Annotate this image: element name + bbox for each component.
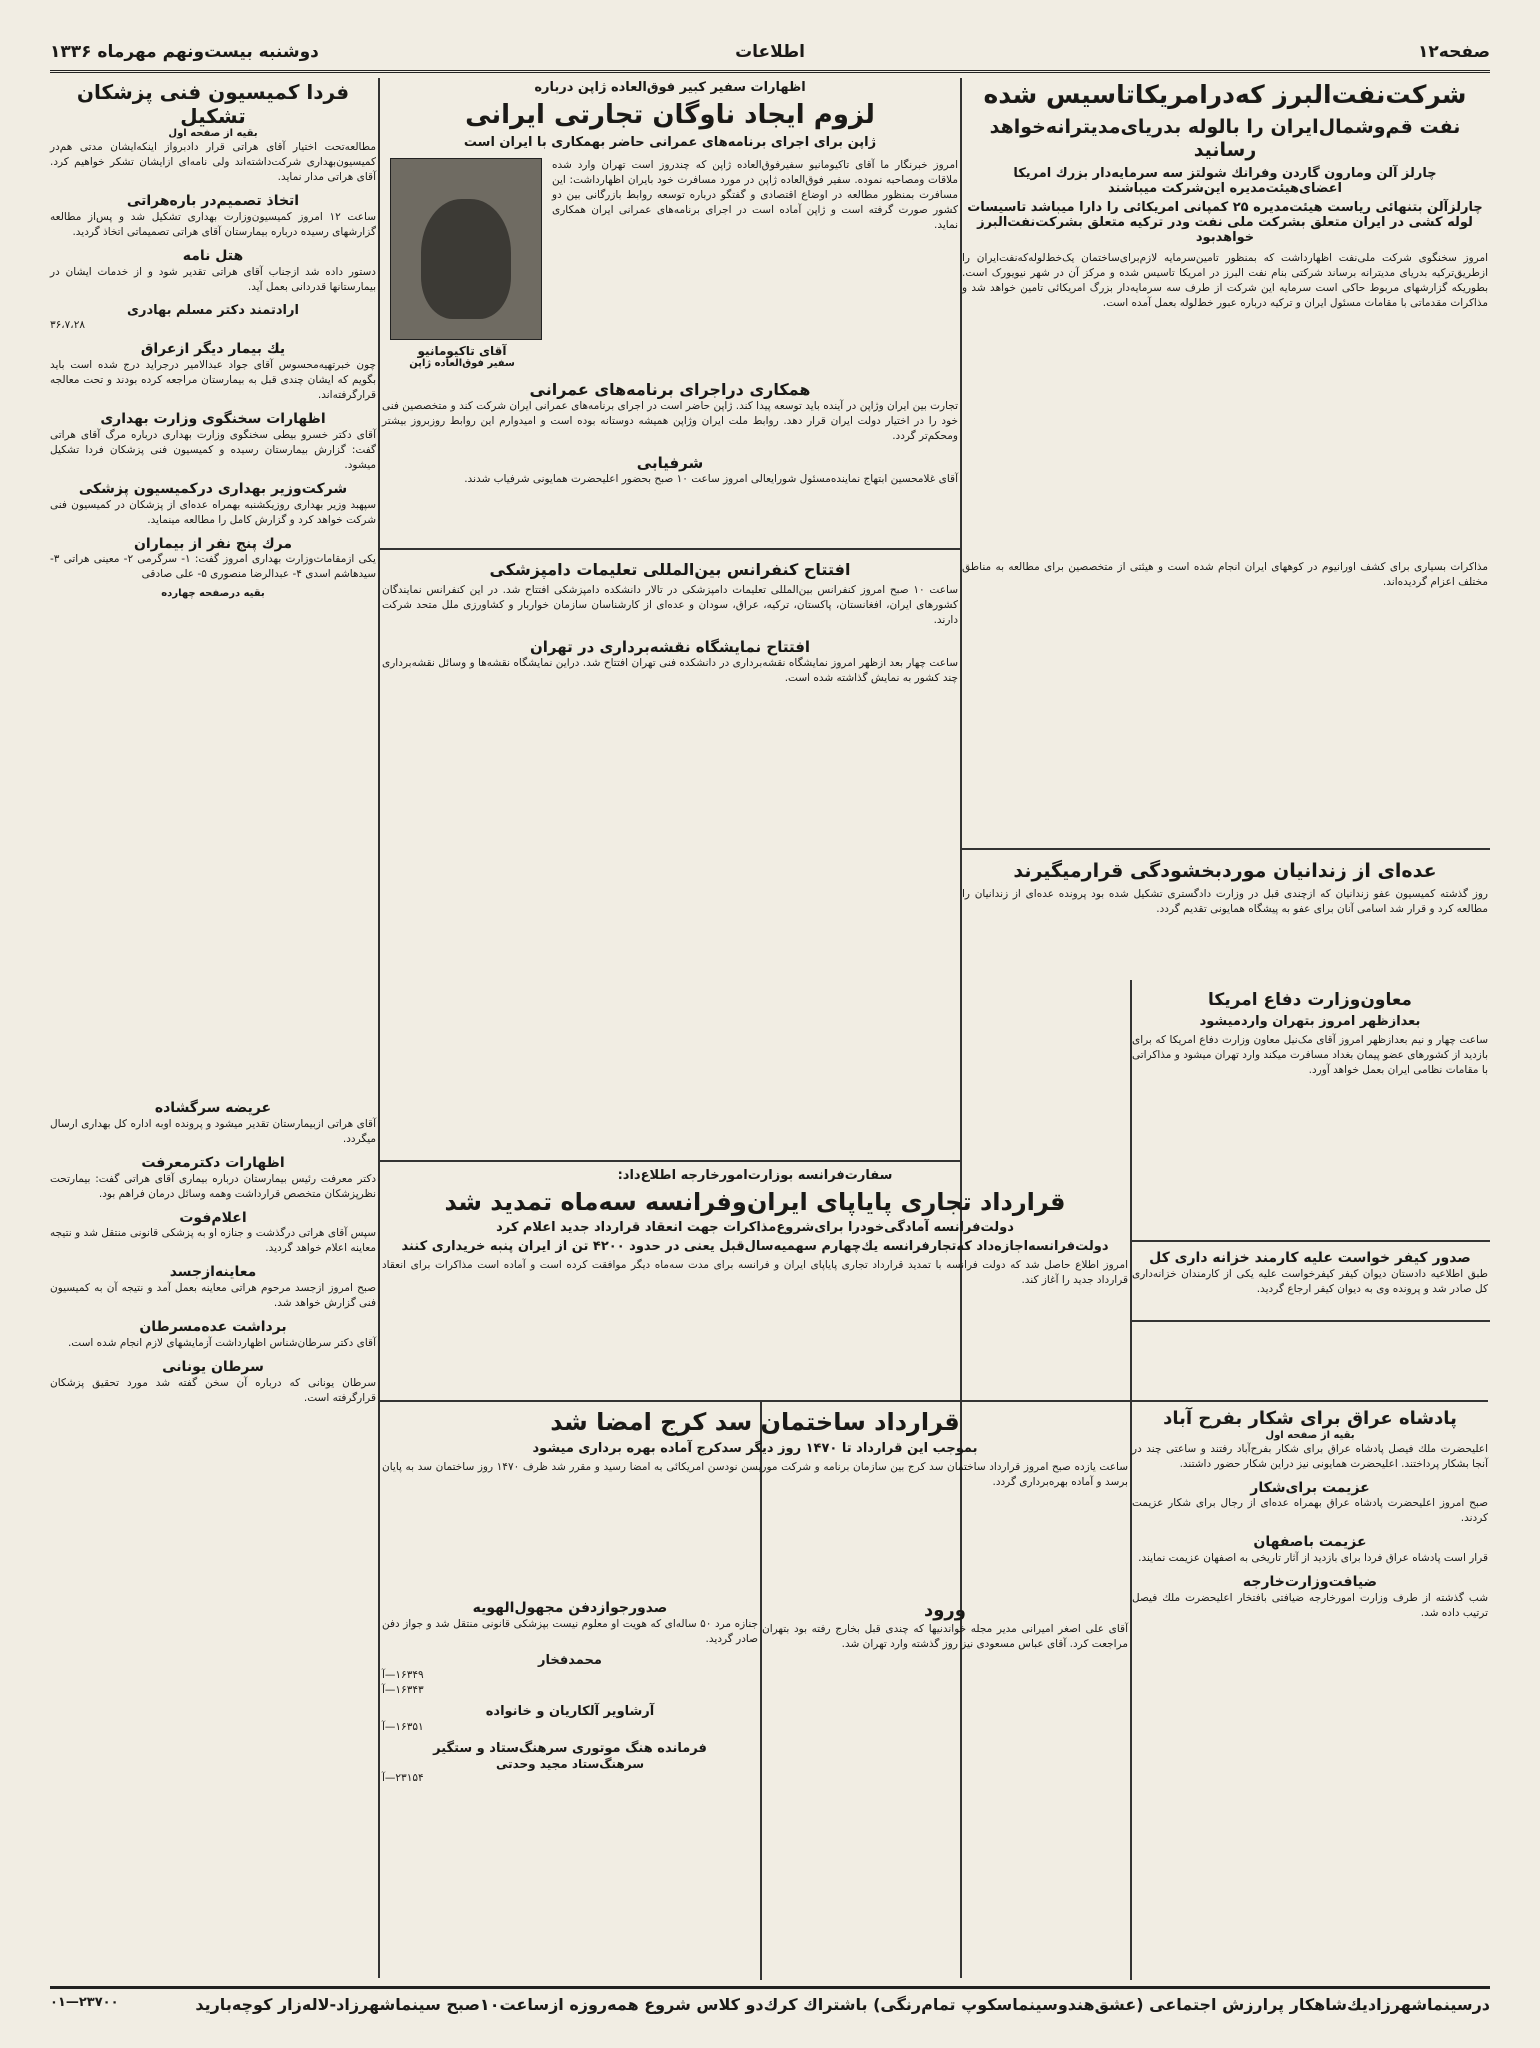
treasury-article (1132, 1250, 1488, 1297)
continuation-note: بقیه درصفحه چهارده (161, 588, 265, 600)
article-body: آقای دکتر خسرو بیطی سخنگوی وزارت بهداری درباره مرگ آقای هراتی گفت: گزارش بیمارستان رسیده و کمیسیون فنی پزشکان فردا تشکیل میشود. (50, 428, 376, 471)
section-head: معاینه‌ازجسد (169, 1264, 257, 1281)
headline: فردا کمیسیون فنی پزشکان تشکیل (76, 80, 350, 128)
section-head: افتتاح نمایشگاه نقشه‌برداری در تهران (529, 638, 811, 657)
headline: قرارداد ساختمان سد کرج امضا شد (550, 1408, 960, 1436)
notice-code: ۱۶۳۴۹—آ (382, 1669, 424, 1682)
headline: لزوم ایجاد ناوگان تجارتی ایرانی (465, 99, 875, 130)
article-body: امروز اطلاع حاصل شد که دولت فرانسه با تمدید قرارداد تجاری پایاپای ایران و فرانسه برای مدت سه‌ماه دیگر موافقت کرده است و آماده است مذاکرات برای انعقاد قرارداد جدید را آغاز کند. (382, 1259, 1128, 1287)
section-head: شرکت‌وزیر بهداری درکمیسیون پزشکی (78, 480, 348, 497)
article-body: مذاکرات بسیاری برای کشف اورانیوم در کوههای ایران انجام شده است و هیئتی از متخصصین برای مطالعه به مناطق مختلف اعزام گردیده‌اند. (962, 561, 1488, 588)
column-rule (378, 78, 380, 1978)
arrivals-article (762, 1600, 1128, 1652)
footer-advertisement (50, 1986, 1490, 2027)
notices (382, 1600, 758, 1786)
subheadline: نفت قم‌وشمال‌ایران را بالوله بدریای‌مدیترانه‌خواهد رسانید (989, 116, 1461, 161)
section-head: عزیمت باصفهان (1253, 1534, 1367, 1551)
notice-name: محمدفخار (538, 1652, 602, 1668)
section-head: عریضه سرگشاده (154, 1100, 272, 1116)
article-body: ساعت چهار بعد ازظهر امروز نمایشگاه نقشه‌برداری در دانشکده فنی تهران افتتاح شد. دراین نمایشگاه نقشه‌ها و وسائل نقشه‌برداری چند کشور به نمایش گذاشته شده است. (382, 657, 958, 685)
issue-date: دوشنبه بیست‌ونهم مهرماه ۱۳۳۶ (50, 42, 319, 62)
headline: معاون‌وزارت دفاع امریکا (1208, 990, 1412, 1010)
notice-head: فرمانده هنگ موتوری سرهنگ‌ستاد و ستگیر (433, 1740, 707, 1756)
section-head: برداشت عده‌مسرطان (139, 1319, 287, 1336)
subheadline: دولت‌فرانسه آمادگی‌خودرا برای‌شروع‌مذاکرات جهت انعقاد قرارداد جدید اعلام کرد (496, 1220, 1014, 1236)
prisoners-article (962, 860, 1488, 917)
photo-caption: آقای تاکیومانیو (417, 343, 507, 358)
medical-continuation (50, 1100, 376, 1406)
column-rule (960, 78, 962, 1978)
kicker: سفارت‌فرانسه بوزارت‌امورخارجه اطلاع‌داد: (617, 1168, 893, 1183)
notice-head: صدورجوازدفن مجهول‌الهویه (472, 1600, 668, 1616)
ad-text: درسینماشهرزادیك‌شاهکار پرارزش اجتماعی (عشق‌هندوسینماسکوپ تمام‌رنگی) باشتراك کرك‌دو کلاس شروع همه‌روزه ازساعت۱۰صبح سینماشهرزاد-لاله‌زار کوچه‌بارید (195, 1995, 1490, 2014)
article-body: سرطان یونانی که درباره آن سخن گفته شد مورد تحقیق پزشکان قرارگرفته است. (50, 1376, 376, 1404)
article-body: روز گذشته کمیسیون عفو زندانیان که ازچندی قبل در وزارت دادگستری تشکیل شده بود پرونده عده‌ای از زندانیان را مطالعه کرد و قرار شد اسامی آنان برای عفو به پیشگاه همایونی تقدیم گردد. (962, 887, 1488, 915)
article-body: چون خبرتهیه‌محسوس آقای جواد عبدالامیر درجراید درج شده است باید بگویم که ایشان چندی قبل به بیمارستان مراجعه کرده بودند و تحت معالجه قرارگرفته‌اند. (50, 358, 376, 401)
section-head: یك بیمار دیگر ازعراق (140, 341, 286, 358)
article-body: طبق اطلاعیه دادستان دیوان کیفر کیفرخواست علیه یکی از کارمندان خزانه‌داری کل صادر شد و پرونده وی به دیوان کیفر ارجاع گردید. (1132, 1267, 1488, 1295)
subheadline: ژاپن برای اجرای برنامه‌های عمرانی حاضر بهمکاری با ایران است (463, 134, 877, 150)
notice-head: آرشاویر آلکاریان و خانواده (485, 1704, 655, 1720)
section-rule (1130, 1240, 1490, 1242)
headline: عده‌ای از زندانیان مورد‌بخشودگی قرارمیگیرند (1013, 860, 1437, 882)
article-body: امروز سخنگوی شرکت ملی‌نفت اظهارداشت که بمنظور تامین‌سرمایه لازم‌برای‌ساختمان یک‌خط‌لوله‌که‌نفت‌ایران را ازطریق‌ترکیه بدریای مدیترانه برساند شرکتی بنام نفت البرز در امریکا تاسیس شده و مرکز آن در شهر نیویورک است. بطوریکه گزارشهای مربوط حاکی است سرمایه این شرکت از طرف سه سرمایه‌دار بزرگ امریکائی تامین خواهد شد و مذاکرات مقدماتی با مقامات مسئول ایران و ترکیه درباره عبور خط‌لوله بعمل آمده است. (962, 251, 1488, 309)
continuation-note: بقیه از صفحه اول (168, 128, 258, 139)
article-body: قرار است پادشاه عراق فردا برای بازدید از آثار تاریخی به اصفهان عزیمت نمایند. (1138, 1552, 1488, 1565)
article-body: دکتر معرفت رئیس بیمارستان درباره بیماری آقای هراتی گفت: بیمارتحت نظرپزشکان متخصص قرارداشت وهمه وسائل درمان فراهم بود. (50, 1172, 376, 1200)
article-body: شب گذشته از طرف وزارت امورخارجه ضیافتی بافتخار اعلیحضرت ملك فیصل ترتیب داده شد. (1132, 1591, 1488, 1619)
section-head: ضیافت‌وزارت‌خارجه (1242, 1574, 1378, 1591)
section-head: مرك پنج نفر از بیماران (133, 535, 293, 552)
article-body: آقای هراتی ازبیمارستان تقدیر میشود و پرونده اوبه اداره کل بهداری ارسال میگردد. (50, 1117, 376, 1145)
section-head: سرطان یونانی (162, 1358, 264, 1375)
medical-commission-article (50, 80, 376, 600)
section-head: اظهارات دکترمعرفت (141, 1154, 285, 1171)
signature: ارادتمند دکتر مسلم بهادری (127, 302, 299, 318)
paper-name: اطلاعات (735, 42, 805, 62)
article-body: دستور داده شد ازجناب آقای هراتی تقدیر شود و از خدمات ایشان در بیمارستانها قدردانی بعمل آید. (50, 265, 376, 293)
article-body: ساعت ۱۰ صبح امروز کنفرانس بین‌المللی تعلیمات دامپزشکی در تالار دانشکده دامپزشکی افتتاح شد. در این کنفرانس نمایندگان کشورهای ایران، افغانستان، پاکستان، ترکیه، عراق، سودان و عده‌ای از کارشناسان سازمان خواربار و کشاورزی ملل متحد شرکت دارند. (382, 584, 958, 627)
article-body: صبح امروز ازجسد مرحوم هراتی معاینه بعمل آمد و نتیجه آن به کمیسیون فنی گزارش خواهد شد. (50, 1282, 376, 1310)
subheadline: چارلز‌آلن بتنهائی ریاست هیئت‌مدیره ۲۵ کمپانی امریکائی را دارا میباشد تاسیسات لوله کشی در ایران متعلق بشرکت ملی نفت ودر ترکیه متعلق بشرکت‌نفت‌البرز خواهدبود (967, 199, 1483, 245)
article-body: ساعت چهار و نیم بعدازظهر امروز آقای مک‌نیل معاون وزارت دفاع امریکا که برای بازدید از کشورهای عضو پیمان بغداد مسافرت میکند وارد تهران میشود و مذاکراتی با مقامات نظامی ایران بعمل خواهد آورد. (1132, 1034, 1488, 1077)
article-body: تجارت بین ایران وژاپن در آینده باید توسعه پیدا کند. ژاپن حاضر است در اجرای برنامه‌های عمرانی ایران شرکت کند و متخصصین فنی خود را در اختیار دولت ایران قرار دهد. روابط ملت ایران وژاپن همیشه دوستانه بوده است و امیدوارم این روابط روزبروز بیشتر ومحکم‌تر گردد. (382, 400, 958, 443)
section-rule (1130, 1320, 1490, 1322)
article-body: سپهبد وزیر بهداری روزیکشنبه بهمراه عده‌ای از پزشکان در کمیسیون فنی شرکت خواهد کرد و گزارش کامل را مطالعه مینماید. (50, 498, 376, 526)
oil-company-article (962, 80, 1488, 311)
headline: پادشاه عراق برای شکار بفرح آباد (1163, 1408, 1457, 1429)
ad-number: ۰۱—۲۳۷۰۰ (50, 1995, 119, 2010)
headline: افتتاح کنفرانس بین‌المللی تعلیمات دامپزشکی (489, 560, 851, 579)
notice-body: جنازه مرد ۵۰ ساله‌ای که هویت او معلوم نیست بپزشکی قانونی منتقل شد و جواز دفن صادر گردید. (382, 1617, 758, 1645)
section-head: همکاری دراجرای برنامه‌های عمرانی (529, 380, 811, 400)
article-body: امروز خبرنگار ما آقای تاکیومانیو سفیرفوق‌العاده ژاپن که چندروز است تهران وارد شده ملاقات ومصاحبه نموده. سفیر فوق‌العاده ژاپن در مورد مسافرت خود بایران اظهارداشت: این مسافرت بمنظور مطالعه در اوضاع اقتصادی و گفتگو درباره توسعه روابط بازرگانی بین دو کشور صورت گرفته است و ژاپن آماده است در اجرای برنامه‌های عمرانی ایران همکاری نماید. (552, 158, 958, 231)
section-rule (380, 548, 960, 550)
article-body: یکی ازمقامات‌وزارت بهداری امروز گفت: ۱- سرگرمی ۲- معینی هراتی ۳- سیدهاشم اسدی ۴- عبدالرضا منصوری ۵- علی صادقی (50, 553, 376, 581)
section-head: اتخاذ تصمیم‌در باره‌هراتی (126, 193, 300, 209)
date-code: ۳۶،۷،۲۸ (50, 319, 85, 332)
section-rule (380, 1400, 1488, 1402)
subheadline: بعدازظهر امروز بتهران واردمیشود (1199, 1014, 1421, 1030)
us-defense-article (1132, 990, 1488, 1078)
subheadline: دولت‌فرانسه‌اجازه‌داد که‌تجارفرانسه یك‌چهارم سهمیه‌سال‌قبل یعنی در حدود ۴۲۰۰ تن از ایران پنبه خریداری کنند (401, 1239, 1109, 1255)
notice-name: سرهنگ‌ستاد مجید وحدتی (495, 1756, 645, 1771)
section-rule (380, 1160, 960, 1162)
page-number: صفحه۱۲ (1418, 42, 1490, 62)
article-body: مطالعه‌تحت اختیار آقای هراتی قرار دادبرواز اینکه‌ایشان مدتی هم‌در کمیسیون‌بهداری شرکت‌داشته‌اند ولی نامه‌ای ازایشان تشکر خواهیم کرد. آقای هراتی مدار نماید. (50, 141, 376, 183)
ambassador-photo (390, 158, 542, 340)
section-head: عزیمت برای‌شکار (1250, 1479, 1370, 1496)
headline: قرارداد تجاری پایاپای ایران‌وفرانسه سه‌ماه تمدید شد (444, 1187, 1066, 1216)
article-body: آقای غلامحسین ابتهاج نماینده‌مسئول شورایعالی امروز ساعت ۱۰ صبح بحضور اعلیحضرت همایونی شرفیاب شدند. (464, 473, 958, 486)
section-head: اظهارات سخنگوی وزارت بهداری (100, 410, 326, 427)
headline: شرکت‌نفت‌البرز که‌درامریکاتاسیس شده (983, 80, 1467, 109)
conference-article (382, 560, 958, 686)
iraq-king-article (1132, 1408, 1488, 1621)
article-body: سپس آقای هراتی درگذشت و جنازه او به پزشکی قانونی منتقل شد و نتیجه معاینه اعلام خواهد گردید. (50, 1227, 376, 1255)
photo-caption: سفیر فوق‌العاده ژاپن (409, 358, 515, 370)
karaj-dam-article (382, 1408, 1128, 1490)
france-trade-article (382, 1168, 1128, 1288)
masthead (50, 40, 1490, 73)
section-head: شرفیابی (636, 454, 704, 473)
japan-article (382, 80, 958, 487)
uranium-article (962, 560, 1488, 590)
article-body: صبح امروز اعلیحضرت پادشاه عراق بهمراه عده‌ای از رجال برای شکار عزیمت کردند. (1132, 1497, 1488, 1525)
article-body: ساعت یازده صبح امروز قرارداد ساختمان سد کرج بین سازمان برنامه و شرکت موریسن نودسن امریکائی به امضا رسید و مقرر شد ظرف ۱۴۷۰ روز ساختمان سد به پایان برسد و آماده بهره‌برداری گردد. (382, 1460, 1128, 1488)
article-body: ساعت ۱۲ امروز کمیسیون‌وزارت بهداری تشکیل شد و پس‌از مطالعه گزارشهای رسیده درباره بیمارستان آقای هراتی تصمیماتی اتخاذ گردید. (50, 210, 376, 238)
subheadline: بموجب این قرارداد تا ۱۴۷۰ روز دیگر سدکرج آماده بهره برداری میشود (532, 1440, 978, 1456)
notice-code: ۱۶۳۴۳—آ (382, 1684, 424, 1697)
article-body: آقای دکتر سرطان‌شناس اظهارداشت آزمایشهای لازم انجام شده است. (67, 1336, 376, 1349)
notice-code: ۱۶۳۵۱—آ (382, 1720, 424, 1733)
section-head: هتل نامه (182, 247, 244, 264)
continuation-note: بقیه از صفحه اول (1265, 1429, 1355, 1441)
section-rule (960, 848, 1490, 850)
article-body: آقای علی اصغر امیرانی مدیر مجله خواندنیها که چندی قبل بخارج رفته بود بتهران مراجعت کرد. آقای عباس مسعودی نیز روز گذشته وارد تهران شد. (762, 1622, 1128, 1650)
headline: ورود (924, 1600, 966, 1621)
notice-code: ۲۳۱۵۴—آ (382, 1771, 424, 1784)
section-head: اعلام‌فوت (179, 1209, 247, 1226)
subheadline: چارلز آلن ومارون گاردن وفرانك شولتز سه سرمایه‌دار بزرك امریكا اعضای‌هیئت‌مدیره این‌شرکت میباشند (1013, 165, 1437, 196)
article-body: اعلیحضرت ملك فیصل پادشاه عراق برای شکار بفرح‌آباد رفتند و ساعتی چند در آنجا بشکار پرداختند. اعلیحضرت همایونی نیز دراین شکار حضور داشتند. (1132, 1442, 1488, 1470)
kicker: اظهارات سفیر کبیر فوق‌العاده ژاپن درباره (534, 80, 806, 95)
headline: صدور کیفر خواست علیه کارمند خزانه داری کل (1149, 1250, 1471, 1266)
